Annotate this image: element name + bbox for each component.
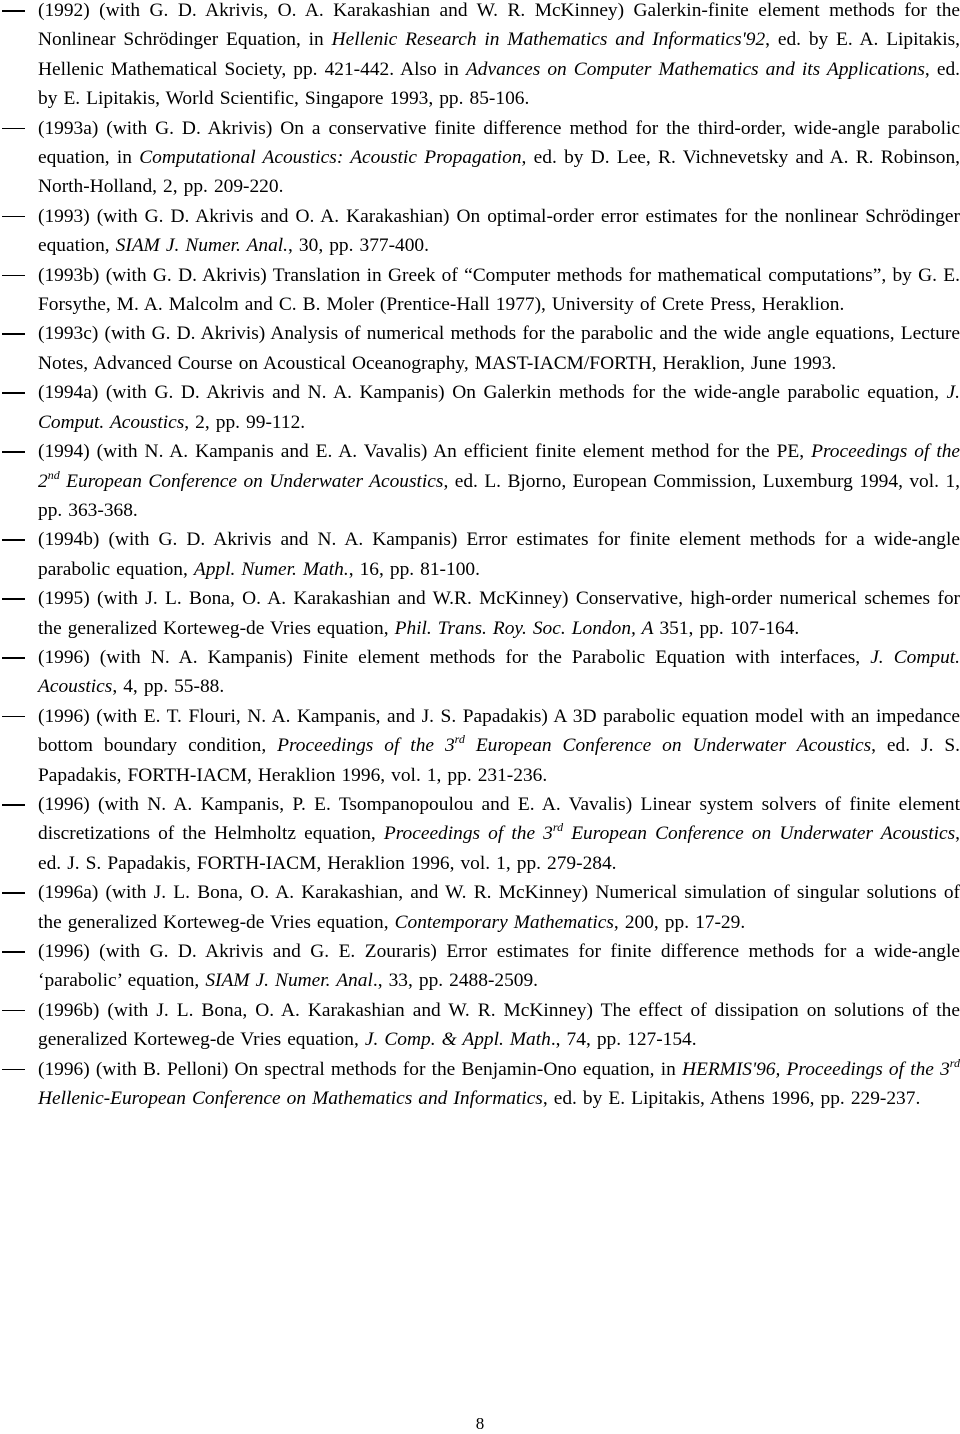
italic-segment: European Conference on Underwater Acoustics: [464, 735, 872, 757]
text-segment: , 16, pp. 81-100.: [348, 558, 480, 580]
italic-segment: J. Comput. Acoustics: [38, 646, 960, 698]
reference-text: [38, 265, 960, 315]
text-segment: , ed. by D. Lee, R. Vichnevetsky and A. R. Robinson, North-Holland, 2, pp. 209-220.: [38, 147, 960, 198]
text-segment: , ed. by E. A. Lipitakis, Hellenic Mathematical Society, pp. 421-442. Also in: [38, 29, 960, 80]
list-dash-bullet: [2, 10, 25, 12]
reference-text: [38, 882, 960, 932]
italic-segment: Advances on Computer Mathematics and its Applications: [465, 58, 925, 80]
superscript-text: rd: [454, 732, 465, 747]
reference-text: [38, 206, 960, 256]
reference-text: [38, 794, 960, 874]
reference-text: [38, 941, 960, 991]
list-dash-bullet: [2, 275, 25, 277]
list-dash-bullet: [2, 451, 25, 453]
reference-entry: [0, 937, 960, 996]
reference-entry: [0, 202, 960, 261]
reference-entry: [0, 1055, 960, 1114]
reference-text: [38, 529, 960, 579]
reference-entry: [0, 378, 960, 437]
reference-text: [38, 706, 960, 786]
reference-entry: [0, 790, 960, 878]
text-segment: , 4, pp. 55-88.: [112, 676, 225, 698]
list-dash-bullet: [2, 951, 25, 953]
list-dash-bullet: [2, 392, 25, 394]
reference-entry: [0, 643, 960, 702]
italic-segment: European Conference on Underwater Acoustics: [563, 823, 956, 845]
text-segment: , ed. by E. Lipitakis, World Scientific, Singapore 1993, pp. 85-106.: [38, 58, 960, 110]
list-dash-bullet: [2, 657, 25, 659]
italic-segment: Contemporary Mathematics: [394, 911, 614, 933]
italic-segment: Proceedings of the 3: [383, 823, 553, 845]
list-dash-bullet: [2, 892, 25, 894]
text-segment: (1993b) (with G. D. Akrivis) Translation in Greek of “Computer methods for mathematical computations”, by G. E. Forsythe, M. A. Malcolm and C. B. Moler (Prentice-Hall 1977), University of Crete Press, Heraklion.: [38, 264, 960, 316]
reference-entry: [0, 114, 960, 202]
italic-segment: SIAM J. Numer. Anal: [205, 970, 373, 992]
reference-text: [38, 647, 960, 697]
reference-entry: [0, 878, 960, 937]
reference-entry: [0, 437, 960, 525]
text-segment: ., 74, pp. 127-154.: [550, 1029, 697, 1051]
reference-entry: [0, 0, 960, 114]
reference-text: [38, 0, 960, 109]
text-segment: (1992) (with G. D. Akrivis, O. A. Karakashian and W. R. McKinney) Galerkin-finite element methods for the Nonlinear Schrödinger Equation, in: [38, 0, 960, 51]
text-segment: 351, pp. 107-164.: [653, 617, 800, 639]
text-segment: , ed. J. S. Papadakis, FORTH-IACM, Heraklion 1996, vol. 1, pp. 279-284.: [38, 823, 960, 874]
text-segment: (1995) (with J. L. Bona, O. A. Karakashian and W.R. McKinney) Conservative, high-order numerical schemes for the generalized Korteweg-de Vries equation,: [38, 588, 960, 639]
text-segment: (1993a) (with G. D. Akrivis) On a conservative finite difference method for the third-order, wide-angle parabolic equation, in: [38, 117, 960, 169]
text-segment: (1996b) (with J. L. Bona, O. A. Karakashian and W. R. McKinney) The effect of dissipation on solutions of the generalized Korteweg-de Vries equation,: [38, 999, 960, 1051]
list-dash-bullet: [2, 216, 25, 218]
list-dash-bullet: [2, 804, 25, 806]
italic-segment: Hellenic-European Conference on Mathematics and Informatics: [38, 1088, 543, 1110]
text-segment: (1994b) (with G. D. Akrivis and N. A. Kampanis) Error estimates for finite element methods for a wide-angle parabolic equation,: [38, 529, 960, 580]
reference-text: [38, 382, 960, 432]
text-segment: (1996) (with N. A. Kampanis) Finite element methods for the Parabolic Equation with interfaces,: [38, 646, 871, 668]
reference-entry: [0, 261, 960, 320]
text-segment: , ed. L. Bjorno, European Commission, Luxemburg 1994, vol. 1, pp. 363-368.: [38, 470, 960, 521]
list-dash-bullet: [2, 128, 25, 130]
italic-segment: Proceedings of the 3: [277, 735, 455, 757]
reference-text: [38, 1055, 960, 1110]
text-segment: (1996) (with G. D. Akrivis and G. E. Zouraris) Error estimates for finite difference methods for a wide-angle ‘parabolic’ equation,: [38, 941, 960, 992]
list-dash-bullet: [2, 1069, 25, 1071]
text-segment: , ed. by E. Lipitakis, Athens 1996, pp. 229-237.: [542, 1088, 921, 1110]
reference-entry: [0, 319, 960, 378]
text-segment: ., 33, pp. 2488-2509.: [372, 970, 539, 992]
italic-segment: SIAM J. Numer. Anal.: [115, 235, 289, 257]
list-dash-bullet: [2, 1010, 25, 1012]
reference-text: [38, 118, 960, 198]
italic-segment: Hellenic Research in Mathematics and Informatics'92: [331, 29, 766, 51]
text-segment: , 200, pp. 17-29.: [613, 911, 746, 933]
list-dash-bullet: [2, 598, 25, 600]
reference-text: [38, 441, 960, 521]
text-segment: (1994) (with N. A. Kampanis and E. A. Vavalis) An efficient finite element method for the PE,: [38, 441, 812, 463]
reference-text: [38, 323, 960, 373]
text-segment: (1996) (with B. Pelloni) On spectral methods for the Benjamin-Ono equation, in: [38, 1058, 682, 1080]
italic-segment: [455, 732, 465, 746]
superscript-text: rd: [949, 1055, 960, 1070]
italic-segment: J. Comp. & Appl. Math: [364, 1029, 551, 1051]
text-segment: (1993) (with G. D. Akrivis and O. A. Karakashian) On optimal-order error estimates for the nonlinear Schrödinger equation,: [38, 205, 960, 257]
italic-segment: Computational Acoustics: Acoustic Propagation: [139, 147, 522, 169]
reference-entry: [0, 702, 960, 790]
reference-entry: [0, 996, 960, 1055]
list-dash-bullet: [2, 333, 25, 335]
text-segment: (1996) (with E. T. Flouri, N. A. Kampanis, and J. S. Papadakis) A 3D parabolic equation model with an impedance bottom boundary condition,: [38, 705, 960, 757]
italic-segment: [48, 468, 60, 482]
reference-text: [38, 588, 960, 638]
italic-segment: [553, 820, 563, 834]
italic-segment: [950, 1056, 960, 1070]
italic-segment: HERMIS'96, Proceedings of the 3: [681, 1058, 950, 1080]
reference-entry: [0, 584, 960, 643]
italic-segment: European Conference on Underwater Acoustics: [59, 470, 444, 492]
reference-text: [38, 1000, 960, 1050]
text-segment: (1994a) (with G. D. Akrivis and N. A. Kampanis) On Galerkin methods for the wide-angle parabolic equation,: [38, 382, 947, 404]
text-segment: , 2, pp. 99-112.: [184, 411, 306, 433]
superscript-text: nd: [47, 467, 60, 482]
italic-segment: J. Comput. Acoustics: [38, 382, 960, 433]
page-number: 8: [475, 1414, 485, 1433]
list-dash-bullet: [2, 539, 25, 541]
text-segment: (1996a) (with J. L. Bona, O. A. Karakashian, and W. R. McKinney) Numerical simulation of singular solutions of the generalized Korteweg-de Vries equation,: [38, 882, 960, 933]
text-segment: (1996) (with N. A. Kampanis, P. E. Tsompanopoulou and E. A. Vavalis) Linear system solvers of finite element discretizations of the Helmholtz equation,: [38, 793, 960, 845]
text-segment: , 30, pp. 377-400.: [288, 235, 429, 257]
italic-segment: Phil. Trans. Roy. Soc. London, A: [394, 617, 654, 639]
superscript-text: rd: [552, 820, 564, 835]
italic-segment: Appl. Numer. Math.: [193, 558, 349, 580]
list-dash-bullet: [2, 716, 25, 718]
text-segment: , ed. J. S. Papadakis, FORTH-IACM, Heraklion 1996, vol. 1, pp. 231-236.: [38, 735, 960, 786]
reference-entry: [0, 525, 960, 584]
text-segment: (1993c) (with G. D. Akrivis) Analysis of numerical methods for the parabolic and the wide angle equations, Lecture Notes, Advanced Course on Acoustical Oceanography, MAST-IACM/FORTH, Heraklion, June 1993.: [38, 323, 960, 374]
italic-segment: Proceedings of the 2: [38, 441, 960, 492]
